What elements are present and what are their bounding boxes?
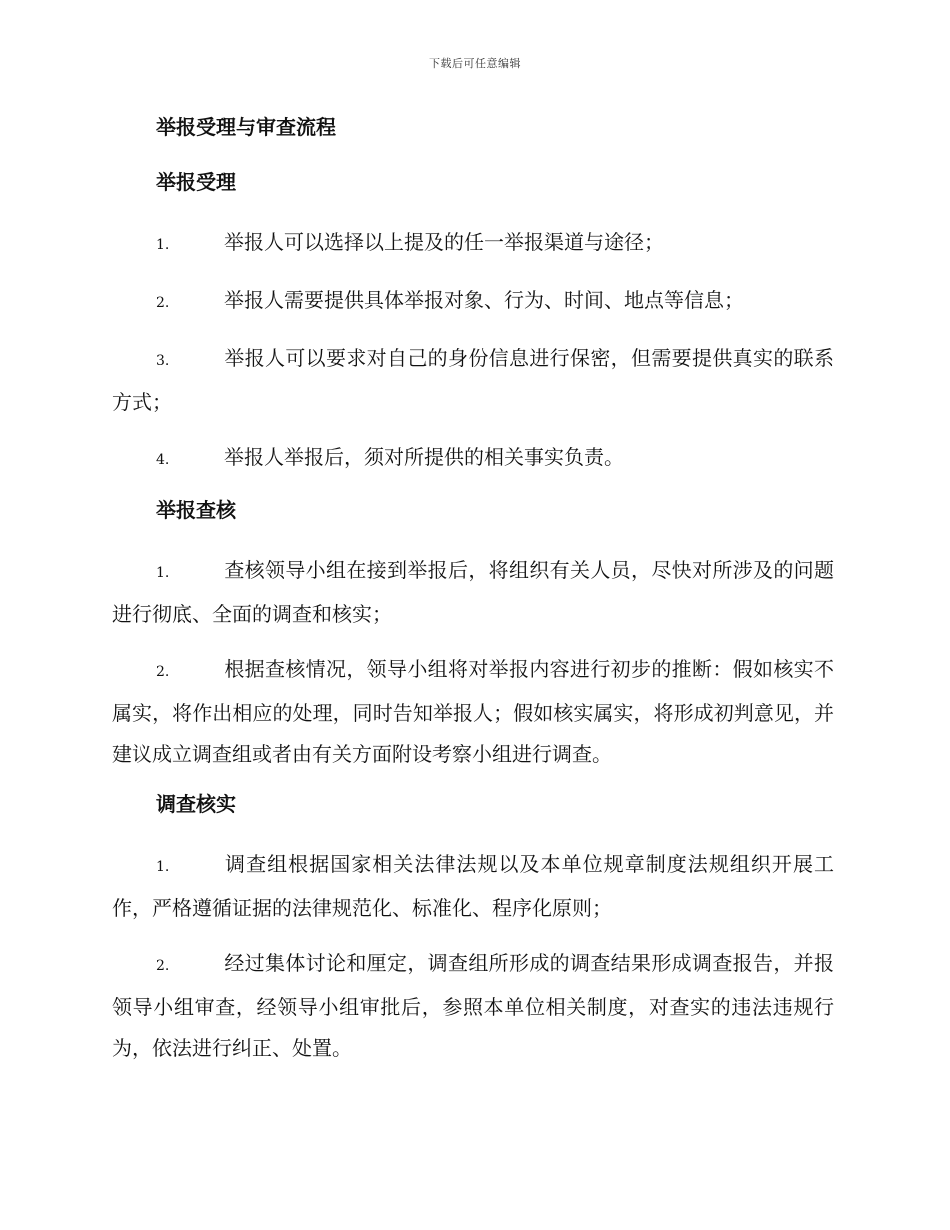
item-number: 2.: [156, 295, 170, 311]
item-number: 1.: [156, 859, 170, 875]
document-body: [112, 112, 834, 1083]
list-item: [112, 844, 834, 929]
item-text: 举报人举报后，须对所提供的相关事实负责。: [224, 445, 624, 469]
section-heading: 举报查核: [156, 498, 236, 522]
item-number: 1.: [156, 565, 170, 581]
list-item: [112, 943, 834, 1069]
list-item: [112, 280, 834, 324]
item-text: 举报人可以选择以上提及的任一举报渠道与途径；: [224, 230, 664, 254]
item-number: 3.: [156, 353, 170, 369]
list-item: [112, 649, 834, 775]
item-text: 举报人可以要求对自己的身份信息进行保密，但需要提供真实的联系方式；: [112, 346, 834, 414]
list-item: [112, 338, 834, 423]
item-number: 2.: [156, 664, 170, 680]
document-title: 举报受理与审查流程: [156, 115, 336, 139]
list-item: [112, 437, 834, 481]
item-number: 4.: [156, 452, 170, 468]
item-text: 查核领导小组在接到举报后，将组织有关人员，尽快对所涉及的问题进行彻底、全面的调查和核实；: [112, 558, 834, 626]
item-number: 1.: [156, 237, 170, 253]
list-item: [112, 550, 834, 635]
item-number: 2.: [156, 958, 170, 974]
section-heading: 举报受理: [156, 170, 236, 194]
item-text: 根据查核情况，领导小组将对举报内容进行初步的推断：假如核实不属实，将作出相应的处理，同时告知举报人；假如核实属实，将形成初判意见，并建议成立调查组或者由有关方面附设考察小组进行调查。: [112, 657, 834, 766]
item-text: 经过集体讨论和厘定，调查组所形成的调查结果形成调查报告，并报领导小组审查，经领导小组审批后，参照本单位相关制度，对查实的违法违规行为，依法进行纠正、处置。: [112, 951, 834, 1060]
item-text: 调查组根据国家相关法律法规以及本单位规章制度法规组织开展工作，严格遵循证据的法律规范化、标准化、程序化原则；: [112, 852, 834, 920]
section-heading: 调查核实: [156, 792, 236, 816]
page-header: 下载后可任意编辑: [429, 57, 521, 70]
item-text: 举报人需要提供具体举报对象、行为、时间、地点等信息；: [224, 288, 744, 312]
list-item: [112, 222, 834, 266]
